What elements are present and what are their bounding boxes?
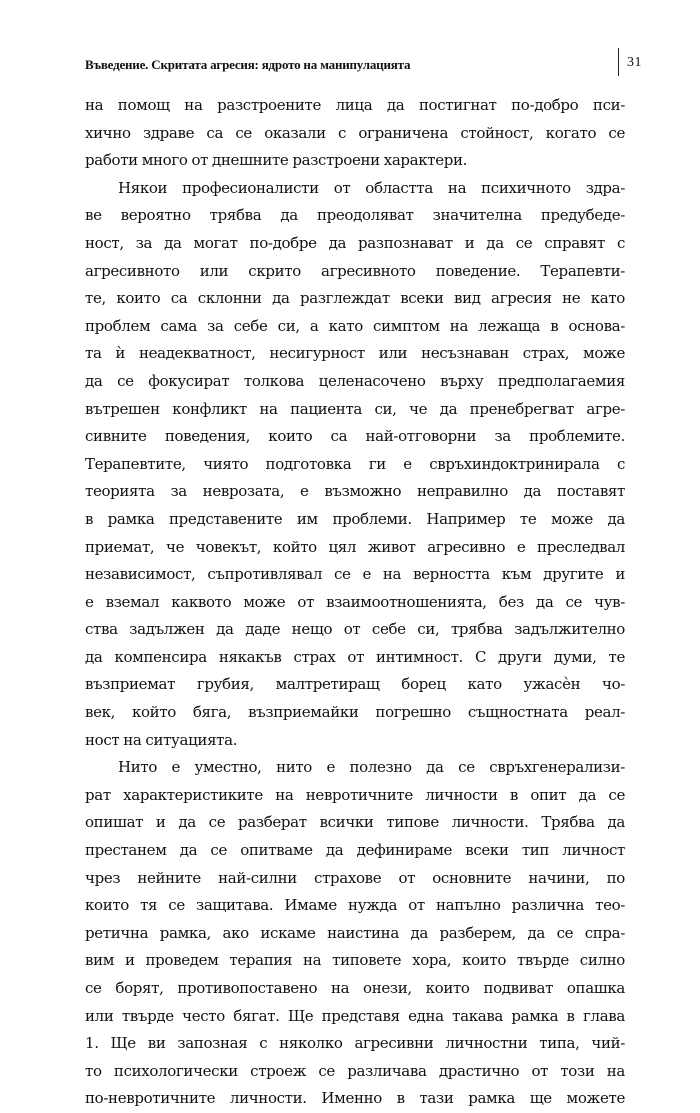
text-line: или твърде често бягат. Ще представя една такава рамка в глава <box>85 1006 625 1025</box>
text-line: проблем сама за себе си, а като симптом на лежаща в основа- <box>85 316 625 335</box>
running-title: Въведение. Скритата агресия: ядрото на манипулацията <box>85 57 411 72</box>
text-line: се борят, противопоставено на онези, които подвиват опашка <box>85 979 625 997</box>
text-line: агресивното или скрито агресивното поведение. Терапевти- <box>85 261 625 280</box>
text-line: в рамка представените им проблеми. Например те може да <box>85 509 625 528</box>
text-line: Някои професионалисти от областта на психичното здра- <box>118 178 625 197</box>
text-line: та ѝ неадекватност, несигурност или несъзнаван страх, може <box>85 344 625 363</box>
text-line: ретична рамка, ако искаме наистина да разберем, да се спра- <box>85 923 625 942</box>
text-line: 1. Ще ви запозная с няколко агресивни личностни типа, чий- <box>85 1034 625 1053</box>
text-line: сивните поведения, които са най-отговорни за проблемите. <box>85 427 625 446</box>
text-line: те, които са склонни да разглеждат всеки вид агресия не като <box>85 289 625 308</box>
text-line: опишат и да се разберат всички типове личности. Трябва да <box>85 813 625 832</box>
text-line: Нито е уместно, нито е полезно да се свръхгенерализи- <box>118 758 625 777</box>
text-line: престанем да се опитваме да дефинираме всеки тип личност <box>85 841 625 860</box>
text-line: то психологически строеж се различава драстично от този на <box>85 1061 625 1080</box>
text-line: да компенсира някакъв страх от интимност. С други думи, те <box>85 647 625 666</box>
body-text <box>85 92 625 1113</box>
text-line: рат характеристиките на невротичните личности в опит да се <box>85 785 625 804</box>
text-line: работи много от днешните разстроени характери. <box>85 151 468 170</box>
text-line: ност на ситуацията. <box>85 730 238 749</box>
header-divider <box>618 48 619 76</box>
text-line: вим и проведем терапия на типовете хора, които твърде силно <box>85 951 625 970</box>
text-line: хично здраве са се оказали с ограничена стойност, когато се <box>85 123 625 142</box>
text-line: ве вероятно трябва да преодоляват значителна предубеде- <box>85 206 625 225</box>
text-line: да се фокусират толкова целенасочено върху предполагаемия <box>85 371 625 390</box>
running-header <box>85 48 645 80</box>
text-line: на помощ на разстроените лица да постигнат по-добро пси- <box>85 96 625 114</box>
text-line: е вземал каквото може от взаимоотношенията, без да се чув- <box>85 592 625 611</box>
text-line: ност, за да могат по-добре да разпознават и да се справят с <box>85 233 625 252</box>
text-line: приемат, че човекът, който цял живот агресивно е преследвал <box>85 537 625 556</box>
text-line: Терапевтите, чиято подготовка ги е свръхиндоктринирала с <box>85 454 625 473</box>
text-line: век, който бяга, възприемайки погрешно същностната реал- <box>85 703 625 722</box>
text-line: по-невротичните личности. Именно в тази рамка ще можете <box>85 1089 625 1108</box>
text-line: вътрешен конфликт на пациента си, че да пренебрегват агре- <box>85 399 625 418</box>
text-line: чрез нейните най-силни страхове от основните начини, по <box>85 868 625 887</box>
text-line: които тя се защитава. Имаме нужда от напълно различна тео- <box>85 896 625 915</box>
page-number: 31 <box>627 55 642 70</box>
text-line: теорията за неврозата, е възможно неправилно да поставят <box>85 482 625 501</box>
text-line: ства задължен да даде нещо от себе си, трябва задължително <box>85 620 625 639</box>
text-line: възприемат грубия, малтретиращ борец като ужасѐн чо- <box>85 675 625 694</box>
text-line: независимост, съпротивлявал се е на верността към другите и <box>85 565 625 584</box>
